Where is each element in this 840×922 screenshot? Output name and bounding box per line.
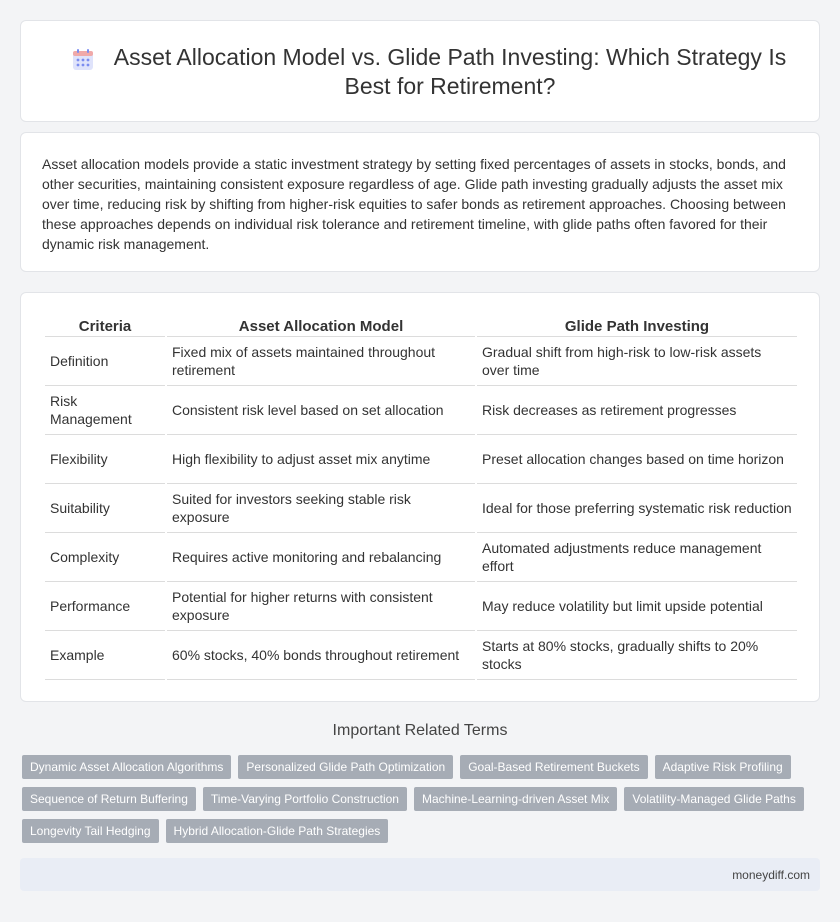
related-term-tag[interactable]: Adaptive Risk Profiling [655, 755, 791, 779]
tag-row [22, 819, 822, 843]
comparison-card [20, 292, 820, 702]
cell-glide-path: May reduce volatility but limit upside potential [477, 582, 797, 631]
table-row [45, 435, 797, 484]
cell-criteria: Complexity [45, 533, 165, 582]
related-terms-heading: Important Related Terms [332, 722, 508, 739]
related-term-tag[interactable]: Personalized Glide Path Optimization [238, 755, 453, 779]
cell-glide-path: Preset allocation changes based on time horizon [477, 435, 797, 484]
related-term-tag[interactable]: Sequence of Return Buffering [22, 787, 196, 811]
cell-asset-allocation: Consistent risk level based on set allocation [167, 386, 475, 435]
cell-criteria: Flexibility [45, 435, 165, 484]
cell-asset-allocation: Suited for investors seeking stable risk exposure [167, 484, 475, 533]
table-header-row [45, 315, 797, 337]
cell-criteria: Risk Management [45, 386, 165, 435]
footer [20, 858, 820, 891]
related-term-tag[interactable]: Time-Varying Portfolio Construction [203, 787, 407, 811]
cell-glide-path: Risk decreases as retirement progresses [477, 386, 797, 435]
table-row [45, 533, 797, 582]
table-row [45, 631, 797, 680]
tag-row [22, 755, 822, 779]
comparison-table [43, 315, 799, 680]
header-glide-path: Glide Path Investing [477, 315, 797, 337]
cell-criteria: Example [45, 631, 165, 680]
intro-card [20, 132, 820, 272]
cell-glide-path: Starts at 80% stocks, gradually shifts to 20% stocks [477, 631, 797, 680]
intro-paragraph: Asset allocation models provide a static investment strategy by setting fixed percentages of assets in stocks, bonds, and other securities, maintaining consistent exposure regardless of age. Glide path investing gradually adjusts the asset mix over time, reducing risk by shifting from higher-risk equities to safer bonds as retirement approaches. Choosing between these approaches depends on individual risk tolerance and retirement timeline, with glide paths often favored for their dynamic risk management. [42, 156, 786, 252]
related-term-tag[interactable]: Goal-Based Retirement Buckets [460, 755, 647, 779]
footer-site-link[interactable]: moneydiff.com [732, 868, 810, 882]
cell-criteria: Definition [45, 337, 165, 386]
related-term-tag[interactable]: Dynamic Asset Allocation Algorithms [22, 755, 231, 779]
related-term-tag[interactable]: Longevity Tail Hedging [22, 819, 159, 843]
cell-asset-allocation: 60% stocks, 40% bonds throughout retirement [167, 631, 475, 680]
cell-glide-path: Gradual shift from high-risk to low-risk assets over time [477, 337, 797, 386]
related-term-tag[interactable]: Machine-Learning-driven Asset Mix [414, 787, 617, 811]
header-asset-allocation: Asset Allocation Model [167, 315, 475, 337]
cell-asset-allocation: Potential for higher returns with consistent exposure [167, 582, 475, 631]
table-row [45, 582, 797, 631]
table-row [45, 386, 797, 435]
table-row [45, 337, 797, 386]
header-criteria: Criteria [45, 315, 165, 337]
related-terms-list [22, 755, 822, 851]
header-card [20, 20, 820, 122]
page-title: Asset Allocation Model vs. Glide Path Investing: Which Strategy Is Best for Retirement? [113, 44, 787, 99]
cell-criteria: Performance [45, 582, 165, 631]
cell-criteria: Suitability [45, 484, 165, 533]
table-row [45, 484, 797, 533]
cell-asset-allocation: Fixed mix of assets maintained throughout retirement [167, 337, 475, 386]
cell-glide-path: Automated adjustments reduce management effort [477, 533, 797, 582]
related-term-tag[interactable]: Hybrid Allocation-Glide Path Strategies [166, 819, 389, 843]
cell-asset-allocation: Requires active monitoring and rebalancing [167, 533, 475, 582]
cell-asset-allocation: High flexibility to adjust asset mix anytime [167, 435, 475, 484]
tag-row [22, 787, 822, 811]
related-term-tag[interactable]: Volatility-Managed Glide Paths [624, 787, 803, 811]
cell-glide-path: Ideal for those preferring systematic risk reduction [477, 484, 797, 533]
